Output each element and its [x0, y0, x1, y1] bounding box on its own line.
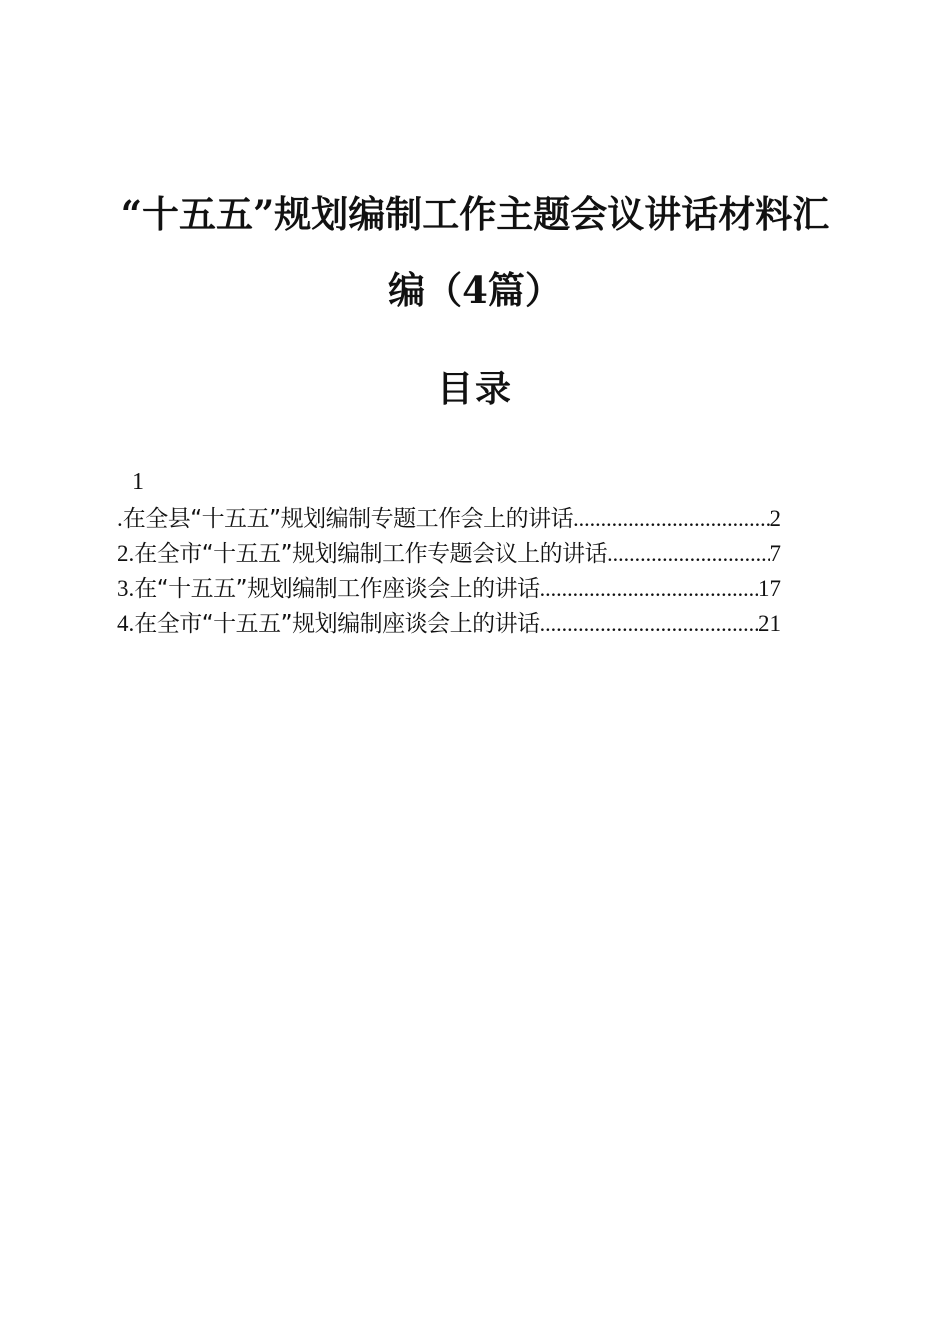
toc-dot-leader — [607, 536, 769, 571]
toc-entry-number: 2. — [117, 541, 135, 566]
toc-dot-leader — [540, 571, 758, 606]
toc-prefix-number: 1 — [132, 469, 144, 495]
toc-entry-page: 2 — [769, 506, 781, 531]
toc-dot-leader — [573, 501, 769, 536]
toc-entry-page: 7 — [769, 541, 781, 566]
toc-entry-3[interactable] — [117, 571, 781, 606]
toc-entry-page: 21 — [758, 611, 781, 636]
table-of-contents — [117, 501, 781, 641]
toc-entry-1[interactable] — [117, 501, 781, 536]
toc-entry-4[interactable] — [117, 606, 781, 641]
toc-entry-title: 在全县“十五五”规划编制专题工作会上的讲话 — [122, 506, 574, 532]
toc-entry-title: 在“十五五”规划编制工作座谈会上的讲话 — [134, 576, 540, 602]
toc-dot-leader — [540, 606, 758, 641]
document-title-line-1: “十五五”规划编制工作主题会议讲话材料汇 — [120, 192, 830, 236]
toc-entry-number: 4. — [117, 611, 135, 636]
toc-entry-2[interactable] — [117, 536, 781, 571]
toc-heading: 目录 — [436, 368, 513, 410]
toc-entry-title: 在全市“十五五”规划编制工作专题会议上的讲话 — [134, 541, 608, 567]
document-title-line-2: 编（4篇） — [388, 268, 562, 312]
toc-entry-title: 在全市“十五五”规划编制座谈会上的讲话 — [134, 611, 540, 637]
toc-entry-number: 3. — [117, 576, 135, 601]
toc-entry-number: . — [117, 506, 123, 531]
toc-entry-page: 17 — [758, 576, 781, 601]
